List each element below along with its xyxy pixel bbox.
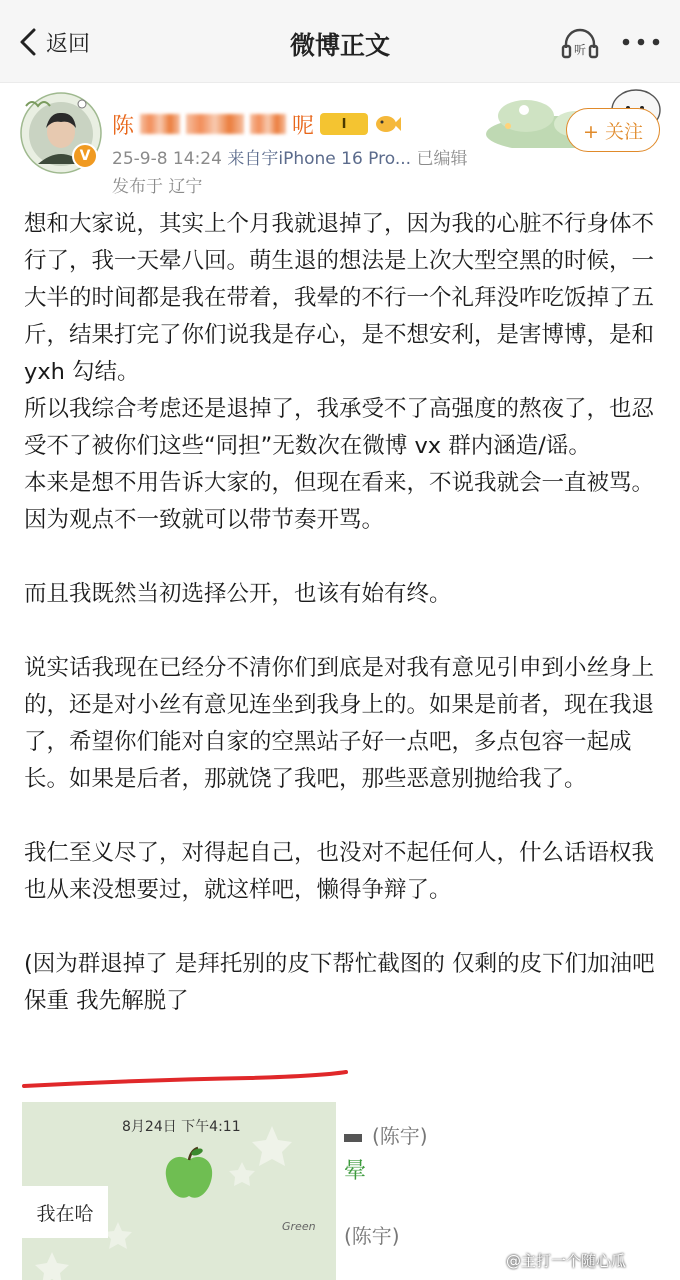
body-paragraph: 我仁至义尽了，对得起自己，也没对不起任何人，什么话语权我也从来没想要过，就这样吧，懒得争辩了。 <box>24 840 655 903</box>
chat-bubble: 我在哈 <box>22 1186 108 1238</box>
body-paragraph: 本来是想不用告诉大家的，但现在看来，不说我就会一直被骂。因为观点不一致就可以带节奏开骂。 <box>24 470 655 533</box>
red-underline-mark <box>20 1068 350 1092</box>
top-bar <box>0 0 680 83</box>
username-redaction <box>140 114 180 134</box>
chat-message: 晕 <box>344 1159 367 1184</box>
chat-sender-name: (陈宇) <box>372 1124 428 1148</box>
post-source[interactable]: 来自宇iPhone 16 Pro... <box>227 149 412 169</box>
username-redaction <box>186 114 244 134</box>
more-icon[interactable] <box>620 32 662 52</box>
follow-button[interactable]: + 关注 <box>566 108 660 152</box>
post-body <box>24 206 658 1020</box>
post-edited: 已编辑 <box>416 149 468 169</box>
post-time: 25-9-8 14:24 <box>112 149 222 169</box>
fish-icon <box>374 113 402 135</box>
svg-text:听: 听 <box>573 43 587 57</box>
back-button[interactable] <box>16 22 90 62</box>
body-paragraph: (因为群退掉了 是拜托别的皮下帮忙截图的 仅剩的皮下们加油吧 保重 我先解脱了 <box>24 951 655 1014</box>
watermark: @主打一个随心瓜 <box>506 1252 627 1270</box>
username-first-char: 陈 <box>112 113 135 139</box>
body-gap <box>24 909 658 946</box>
attached-screenshot[interactable] <box>22 1102 336 1280</box>
back-label: 返回 <box>46 31 91 57</box>
body-paragraph: 所以我综合考虑还是退掉了，我承受不了高强度的熬夜了，也忍受不了被你们这些“同担”无数次在微博 vx 群内涵造/谣。 <box>24 396 655 459</box>
chevron-left-icon <box>16 26 44 58</box>
body-gap <box>24 798 658 835</box>
apple-icon <box>158 1144 220 1206</box>
username-redaction <box>250 114 286 134</box>
chat-sender <box>344 1120 428 1149</box>
level-badge-icon: I <box>320 113 368 135</box>
body-paragraph: 想和大家说，其实上个月我就退掉了，因为我的心脏不行身体不行了，我一天晕八回。萌生退的想法是上次大型空黑的时候，一大半的时间都是我在带着，我晕的不行一个礼拜没咋吃饭掉了五斤，结果打完了你们说我是存心，是不想安利，是害博博，是和 yxh 勾结。 <box>24 211 655 385</box>
body-paragraph: 说实话我现在已经分不清你们到底是对我有意见引申到小丝身上的，还是对小丝有意见连坐到我身上的。如果是前者，现在我退了，希望你们能对自家的空黑站子好一点吧，多点包容一起成长。如果是后者，那就饶了我吧，那些恶意别抛给我了。 <box>24 655 655 792</box>
post-location: 发布于 辽宁 <box>112 177 203 197</box>
redaction-block <box>344 1134 362 1142</box>
listen-icon[interactable] <box>560 26 600 60</box>
page-title: 微博正文 <box>289 31 390 60</box>
handwritten-signature: Green <box>282 1220 316 1233</box>
body-paragraph: 而且我既然当初选择公开，也该有始有终。 <box>24 581 452 607</box>
body-gap <box>24 613 658 650</box>
username-last-char: 呢 <box>292 113 315 139</box>
username[interactable] <box>112 110 402 138</box>
post-meta <box>112 144 467 169</box>
chat-sender: (陈宇) <box>344 1224 400 1248</box>
verified-icon: V <box>72 143 98 169</box>
body-gap <box>24 539 658 576</box>
chat-timestamp: 8月24日 下午4:11 <box>122 1119 241 1135</box>
